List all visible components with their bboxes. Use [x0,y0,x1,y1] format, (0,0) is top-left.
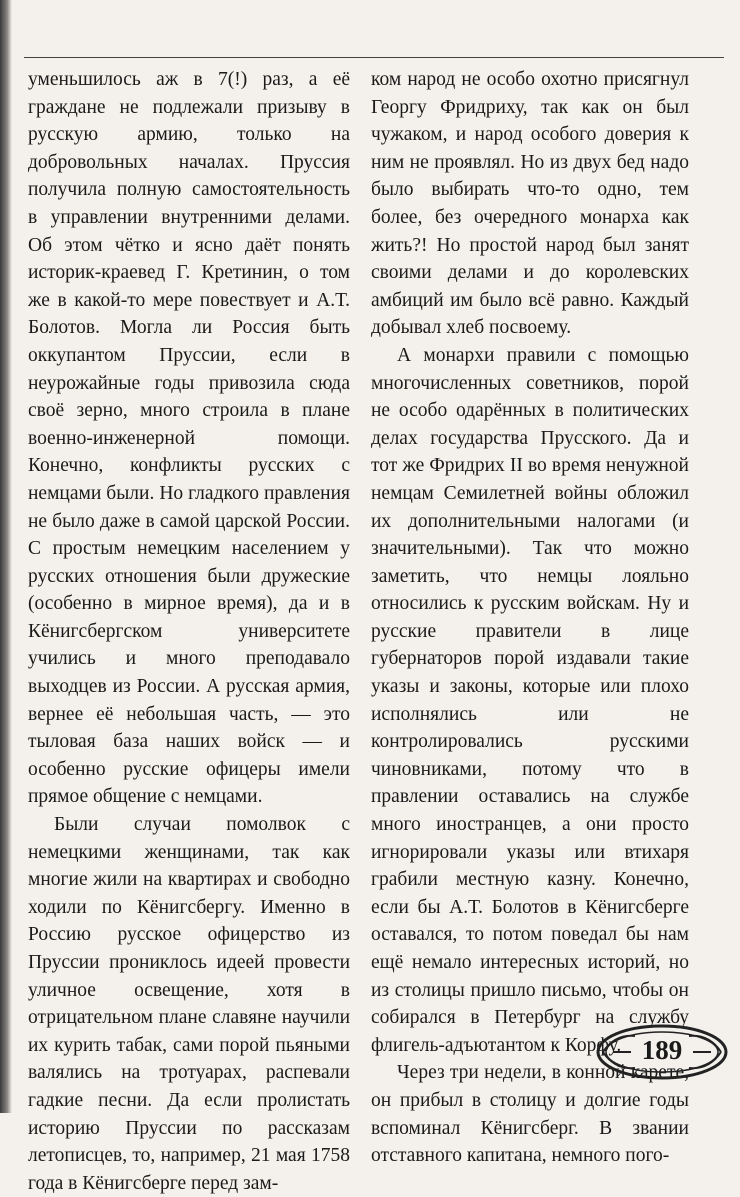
page-number: 189 [641,1035,683,1065]
paragraph: А монархи правили с помощью многочисленных советников, порой не особо одарённых в политических делах государства Прусского. Да и тот же Фридрих II во время ненужной немцам Семилетней войны обложил их дополнительными налогами (и значительными). Так что можно заметить, что немцы лояльно относились к русским войскам. Ну и русские правители в лице губернаторов порой издавали такие указы и законы, которые или плохо исполнялись или не контролировались русскими чиновниками, потому что в правлении оставались на службе много иностранцев, а они просто игнорировали указы или втихаря грабили местную казну. Конечно, если бы А.Т. Болотов в Кёнигсберге оставался, то потом поведал бы нам ещё немало интересных историй, но из столицы пришло письмо, чтобы он собирался в Петербург на службу флигель-адъютантом к Корфу. [371,344,689,1056]
paragraph: Были случаи помолвок с немецкими женщинами, так как многие жили на квартирах и свободно ходили по Кёнигсбергу. Именно в Россию русское офицерство из Пруссии прониклось идеей провести уличное освещение, хотя в отрицательном плане славяне научили их курить табак, сами порой пьяными валялись на тротуарах, распевали гадкие песни. Да если пролистать историю Пруссии по рассказам летописцев, то, например, 21 мая 1758 года в Кёнигсберге перед зам- [28,814,350,1194]
paragraph: Через три недели, в конной карете, он прибыл в столицу и долгие годы вспоминал Кёнигсберг. В звании отставного капитана, немного пого- [371,1062,689,1167]
paragraph: уменьшилось аж в 7(!) раз, а её граждане не подлежали призыву в русскую армию, только на добровольных началах. Пруссия получила полную самостоятельность в управлении внутренними делами. Об этом чётко и ясно даёт понять историк-краевед Г. Кретинин, о том же в какой-то мере повествует и А.Т. Болотов. Могла ли Россия быть оккупантом Пруссии, если в неурожайные годы привозила сюда своё зерно, много строила в плане военно-инженерной помощи. Конечно, конфликты русских с немцами были. Но гладкого правления не было даже в самой царской России. С простым немецким населением у русских отношения были дружеские (особенно в мирное время), да и в Кёнигсбергском университете учились и много преподавало выходцев из России. А русская армия, вернее её небольшая часть, — это тыловая база наших войск — и особенно русские офицеры имели прямое общение с немцами. [28,69,350,808]
book-gutter-shadow [0,0,12,1113]
header-rule [24,57,724,58]
text-column-left [28,66,350,1197]
page-number-ornament [595,1022,729,1082]
paragraph: ком народ не особо охотно присягнул Георгу Фридриху, так как он был чужаком, и народ особого доверия к ним не проявлял. Но из двух бед надо было выбирать что-то одно, тем более, без очередного монарха как жить?! Но простой народ был занят своими делами и до королевских амбиций им было всё равно. Каждый добывал хлеб посвоему. [371,69,689,339]
text-column-right [371,66,689,1170]
